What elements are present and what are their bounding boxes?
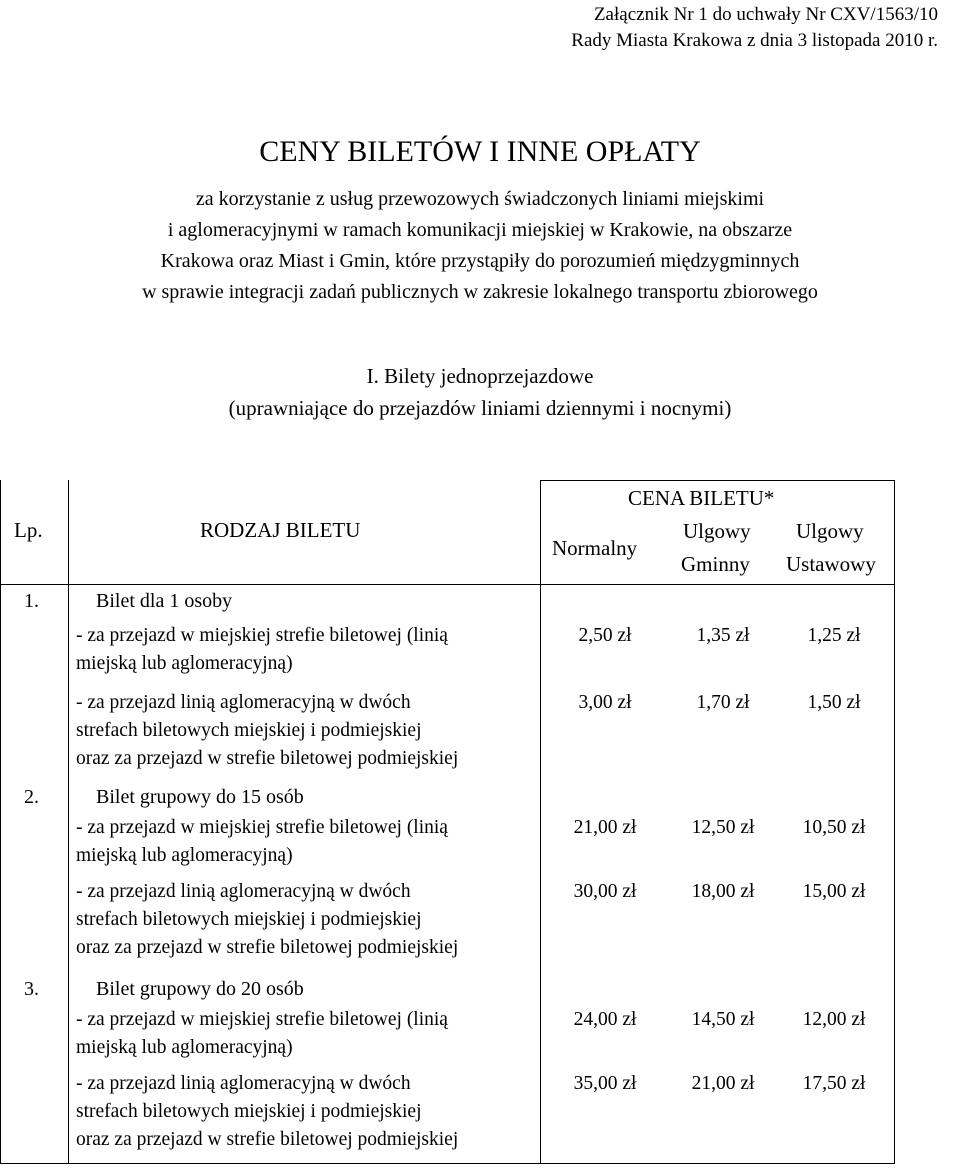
row-description: - za przejazd linią aglomeracyjną w dwóch strefach biletowych miejskiej i podmiejskiej oraz za przejazd w strefie biletowej podmiejskiej <box>76 692 459 769</box>
price-ulgowy-ustawowy: 1,25 zł <box>807 625 861 646</box>
subtitle-line-2: i aglomeracyjnymi w ramach komunikacji miejskiej w Krakowie, na obszarze <box>167 219 793 241</box>
column-header-ulgowy-ustawowy-2: Ustawowy <box>786 552 876 576</box>
price-ulgowy-gminny: 21,00 zł <box>691 1073 755 1094</box>
price-normal: 3,00 zł <box>578 692 632 713</box>
header-bottom-border <box>0 584 895 585</box>
price-normal: 30,00 zł <box>573 881 637 902</box>
border-lp <box>68 480 69 1164</box>
price-ulgowy-ustawowy: 1,50 zł <box>807 692 861 713</box>
item-number: 3. <box>24 978 39 1000</box>
price-ulgowy-ustawowy: 12,00 zł <box>802 1009 866 1030</box>
subtitle-line-4: w sprawie integracji zadań publicznych w zakresie lokalnego transportu zbiorowego <box>142 281 818 303</box>
subtitle-line-1: za korzystanie z usług przewozowych świadczonych liniami miejskimi <box>195 188 765 210</box>
item-title: Bilet grupowy do 20 osób <box>96 978 304 1000</box>
column-header-ulgowy-ustawowy-1: Ulgowy <box>796 519 864 543</box>
table-bottom-border <box>0 1163 895 1164</box>
item-title: Bilet grupowy do 15 osób <box>96 786 304 808</box>
price-normal: 35,00 zł <box>573 1073 637 1094</box>
row-description: - za przejazd linią aglomeracyjną w dwóch strefach biletowych miejskiej i podmiejskiej oraz za przejazd w strefie biletowej podmiejskiej <box>76 881 459 958</box>
column-header-ulgowy-gminny-1: Ulgowy <box>683 519 751 543</box>
price-normal: 21,00 zł <box>573 817 637 838</box>
section-note: (uprawniające do przejazdów liniami dziennymi i nocnymi) <box>228 396 732 420</box>
price-ulgowy-ustawowy: 15,00 zł <box>802 881 866 902</box>
row-description: - za przejazd linią aglomeracyjną w dwóch strefach biletowych miejskiej i podmiejskiej oraz za przejazd w strefie biletowej podmiejskiej <box>76 1073 459 1150</box>
column-header-normal: Normalny <box>552 536 638 560</box>
price-ulgowy-ustawowy: 10,50 zł <box>802 817 866 838</box>
row-description: - za przejazd w miejskiej strefie biletowej (linią miejską lub aglomeracyjną) <box>76 1009 448 1058</box>
price-normal: 24,00 zł <box>573 1009 637 1030</box>
page-title: CENY BILETÓW I INNE OPŁATY <box>259 135 701 168</box>
price-ulgowy-gminny: 18,00 zł <box>691 881 755 902</box>
price-normal: 2,50 zł <box>578 625 632 646</box>
item-number: 2. <box>24 786 39 808</box>
column-header-lp: Lp. <box>14 518 43 542</box>
item-number: 1. <box>24 590 39 612</box>
column-header-ulgowy-gminny-2: Gminny <box>681 552 750 576</box>
column-header-type: RODZAJ BILETU <box>200 518 361 542</box>
table-top-border <box>540 480 895 481</box>
subtitle-line-3: Krakowa oraz Miast i Gmin, które przystąpiły do porozumień międzygminnych <box>160 250 800 272</box>
attachment-line-1: Załącznik Nr 1 do uchwały Nr CXV/1563/10 <box>593 4 938 25</box>
row-description: - za przejazd w miejskiej strefie biletowej (linią miejską lub aglomeracyjną) <box>76 625 448 674</box>
column-header-price: CENA BILETU* <box>628 486 775 510</box>
price-ulgowy-gminny: 14,50 zł <box>691 1009 755 1030</box>
item-title: Bilet dla 1 osoby <box>96 590 233 612</box>
border-type <box>540 480 541 1164</box>
border-left <box>0 480 1 1164</box>
border-right <box>894 480 895 1164</box>
section-heading: I. Bilety jednoprzejazdowe <box>366 364 594 388</box>
price-ulgowy-gminny: 12,50 zł <box>691 817 755 838</box>
price-ulgowy-ustawowy: 17,50 zł <box>802 1073 866 1094</box>
attachment-line-2: Rady Miasta Krakowa z dnia 3 listopada 2010 r. <box>571 30 938 51</box>
price-ulgowy-gminny: 1,35 zł <box>696 625 750 646</box>
row-description: - za przejazd w miejskiej strefie biletowej (linią miejską lub aglomeracyjną) <box>76 817 448 866</box>
price-ulgowy-gminny: 1,70 zł <box>696 692 750 713</box>
